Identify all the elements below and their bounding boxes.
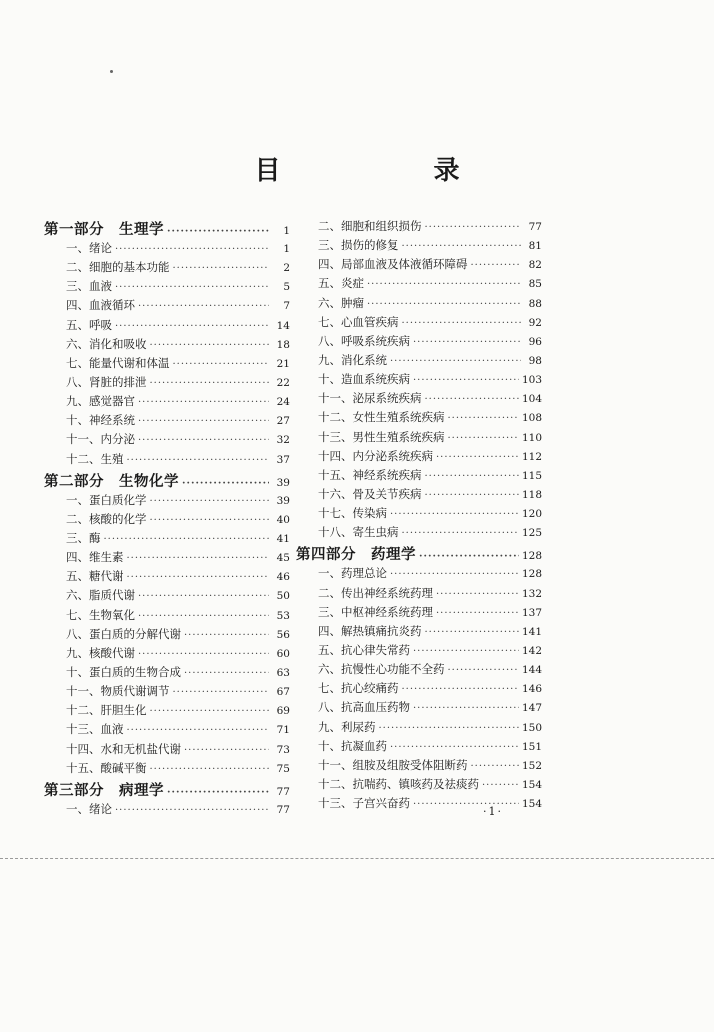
toc-entry [44, 549, 290, 568]
toc-left-column [44, 218, 290, 820]
toc-leader-dots [402, 684, 519, 695]
toc-entry [44, 607, 290, 626]
toc-entry-title: 六、抗慢性心功能不全药 [318, 662, 445, 677]
toc-leader-dots [436, 608, 519, 619]
toc-leader-dots [425, 627, 519, 638]
toc-leader-dots [367, 299, 521, 310]
toc-page-number: 37 [276, 453, 290, 466]
toc-leader-dots [150, 496, 270, 507]
toc-entry-title: 六、肿瘤 [318, 295, 364, 310]
toc-entry-title: 十一、组胺及组胺受体阻断药 [318, 757, 468, 772]
toc-entry [296, 585, 542, 604]
toc-page-number: 125 [521, 527, 542, 540]
toc-leader-dots [425, 490, 519, 501]
toc-leader-dots [436, 452, 519, 463]
toc-page-number: 32 [276, 434, 290, 447]
toc-entry-title: 三、血液 [66, 279, 112, 294]
toc-page-number: 115 [521, 469, 542, 482]
toc-entry [296, 795, 542, 814]
toc-leader-dots [138, 435, 269, 446]
toc-leader-dots [150, 340, 270, 351]
toc-entry [44, 760, 290, 779]
toc-entry-title: 十、蛋白质的生物合成 [66, 664, 181, 679]
toc-entry-title: 十、神经系统 [66, 413, 135, 428]
toc-entry-title: 十三、男性生殖系统疾病 [318, 429, 445, 444]
toc-entry [44, 374, 290, 393]
toc-entry [44, 568, 290, 587]
toc-page-number: 98 [528, 354, 542, 367]
toc-entry [296, 333, 542, 352]
toc-leader-dots [150, 764, 270, 775]
toc-page-number: 1 [283, 225, 290, 237]
toc-page-number: 128 [521, 550, 542, 563]
toc-entry [44, 645, 290, 664]
toc-entry-title: 十二、生殖 [66, 451, 124, 466]
toc-entry-title: 九、核酸代谢 [66, 645, 135, 660]
toc-leader-dots [150, 515, 270, 526]
toc-leader-dots [184, 668, 269, 679]
toc-leader-dots [436, 589, 519, 600]
toc-page-number: 128 [521, 568, 542, 581]
toc-leader-dots [390, 742, 519, 753]
toc-page-number: 92 [528, 316, 542, 329]
toc-section-heading [44, 218, 290, 240]
toc-entry-title: 九、消化系统 [318, 352, 387, 367]
toc-entry [44, 259, 290, 278]
toc-entry [44, 393, 290, 412]
toc-page-number: 1 [283, 243, 290, 255]
toc-entry-title: 九、感觉器官 [66, 394, 135, 409]
toc-leader-dots [173, 263, 270, 274]
toc-entry [296, 757, 542, 776]
toc-entry-title: 二、传出神经系统药理 [318, 585, 433, 600]
toc-entry [296, 623, 542, 642]
toc-page-number: 7 [283, 300, 290, 313]
toc-entry-title: 第二部分 生物化学 [44, 472, 179, 490]
toc-entry [296, 467, 542, 486]
toc-leader-dots [482, 780, 519, 791]
toc-leader-dots [138, 397, 269, 408]
toc-entry-title: 五、抗心律失常药 [318, 642, 410, 657]
toc-entry [296, 218, 542, 237]
toc-entry [296, 275, 542, 294]
toc-entry-title: 十三、血液 [66, 722, 124, 737]
toc-page-number: 21 [276, 357, 290, 370]
toc-leader-dots [402, 528, 519, 539]
toc-entry-title: 十二、肝胆生化 [66, 703, 147, 718]
toc-page-number: 152 [521, 759, 542, 772]
toc-entry [296, 738, 542, 757]
toc-page-number: 39 [276, 494, 290, 507]
toc-entry-title: 二、核酸的化学 [66, 511, 147, 526]
toc-right-column [296, 218, 542, 814]
toc-entry [44, 511, 290, 530]
toc-entry-title: 八、蛋白质的分解代谢 [66, 626, 181, 641]
toc-leader-dots [127, 725, 270, 736]
toc-page-number: 56 [276, 628, 290, 641]
toc-entry [296, 390, 542, 409]
toc-entry [44, 702, 290, 721]
toc-page-number: 27 [276, 415, 290, 428]
toc-entry [44, 492, 290, 511]
toc-section-heading [44, 470, 290, 492]
toc-page-number: 46 [276, 571, 290, 584]
toc-entry-title: 六、消化和吸收 [66, 336, 147, 351]
toc-leader-dots [390, 509, 519, 520]
toc-entry-title: 四、维生素 [66, 550, 124, 565]
toc-page-number: 154 [521, 798, 542, 811]
toc-entry [44, 741, 290, 760]
toc-leader-dots [150, 706, 270, 717]
toc-leader-dots [115, 321, 269, 332]
toc-entry [296, 719, 542, 738]
toc-entry [296, 237, 542, 256]
toc-page-number: 103 [521, 374, 542, 387]
toc-entry [44, 626, 290, 645]
toc-entry-title: 十三、子宫兴奋药 [318, 796, 410, 811]
toc-entry [44, 240, 290, 259]
toc-leader-dots [413, 703, 519, 714]
toc-entry [296, 295, 542, 314]
toc-entry [296, 661, 542, 680]
toc-page-number: 137 [521, 606, 542, 619]
toc-leader-dots [390, 569, 519, 580]
toc-leader-dots [173, 359, 270, 370]
toc-entry [44, 683, 290, 702]
toc-entry-title: 四、解热镇痛抗炎药 [318, 623, 422, 638]
toc-leader-dots [138, 649, 269, 660]
toc-page-number: 22 [276, 376, 290, 389]
toc-entry-title: 第一部分 生理学 [44, 221, 164, 238]
toc-leader-dots [390, 356, 521, 367]
toc-page-number: 53 [276, 609, 290, 622]
toc-leader-dots [367, 279, 521, 290]
toc-leader-dots [167, 787, 269, 798]
toc-entry [44, 664, 290, 683]
toc-entry-title: 七、抗心绞痛药 [318, 681, 399, 696]
toc-leader-dots [448, 665, 519, 676]
toc-entry-title: 四、血液循环 [66, 298, 135, 313]
toc-page-number: 144 [521, 664, 542, 677]
toc-entry [296, 524, 542, 543]
toc-leader-dots [425, 222, 522, 233]
toc-entry-title: 十五、神经系统疾病 [318, 467, 422, 482]
toc-page-number: 50 [276, 590, 290, 603]
toc-entry-title: 十、抗凝血药 [318, 738, 387, 753]
toc-entry [296, 642, 542, 661]
toc-page-number: 88 [528, 297, 542, 310]
scan-edge-line [0, 858, 714, 859]
toc-leader-dots [419, 551, 519, 562]
toc-page-number: 24 [276, 396, 290, 409]
toc-entry-title: 十一、物质代谢调节 [66, 684, 170, 699]
scan-speck [110, 70, 113, 73]
toc-entry-title: 第三部分 病理学 [44, 781, 164, 799]
toc-page-number: 118 [521, 488, 542, 501]
toc-entry-title: 三、酶 [66, 530, 101, 545]
toc-page-number: 104 [521, 393, 542, 406]
toc-entry-title: 一、药理总论 [318, 566, 387, 581]
toc-entry [296, 352, 542, 371]
toc-page-number: 39 [276, 476, 290, 489]
toc-entry-title: 八、肾脏的排泄 [66, 374, 147, 389]
toc-entry-title: 十、造血系统疾病 [318, 372, 410, 387]
toc-page-number: 110 [521, 431, 542, 444]
toc-entry-title: 八、抗高血压药物 [318, 700, 410, 715]
toc-entry [44, 355, 290, 374]
toc-page-number: 73 [276, 743, 290, 756]
toc-leader-dots [425, 394, 519, 405]
toc-leader-dots [379, 723, 519, 734]
toc-leader-dots [413, 375, 519, 386]
toc-page-number: 67 [276, 686, 290, 699]
toc-entry-title: 七、能量代谢和体温 [66, 355, 170, 370]
toc-leader-dots [115, 282, 269, 293]
toc-entry-title: 二、细胞和组织损伤 [318, 219, 422, 233]
toc-page-number: 40 [276, 513, 290, 526]
toc-entry-title: 二、细胞的基本功能 [66, 260, 170, 275]
toc-entry [296, 699, 542, 718]
toc-entry-title: 十六、骨及关节疾病 [318, 486, 422, 501]
toc-entry [296, 604, 542, 623]
toc-page-number: 150 [521, 721, 542, 734]
toc-page-number: 63 [276, 666, 290, 679]
toc-page-number: 41 [276, 532, 290, 545]
toc-leader-dots [115, 805, 269, 816]
toc-entry-title: 十四、内分泌系统疾病 [318, 448, 433, 463]
toc-leader-dots [104, 534, 270, 545]
toc-leader-dots [471, 260, 522, 271]
toc-leader-dots [127, 455, 270, 466]
toc-entry [296, 256, 542, 275]
toc-page-number: 77 [528, 221, 542, 233]
toc-entry-title: 十八、寄生虫病 [318, 525, 399, 540]
toc-leader-dots [138, 416, 269, 427]
toc-section-heading [44, 779, 290, 801]
toc-leader-dots [138, 591, 269, 602]
toc-page-number: 2 [283, 262, 290, 275]
toc-page-number: 81 [528, 240, 542, 253]
toc-entry [296, 565, 542, 584]
toc-leader-dots [402, 241, 522, 252]
toc-leader-dots [448, 413, 519, 424]
toc-entry [296, 314, 542, 333]
toc-entry [296, 776, 542, 795]
toc-entry-title: 五、糖代谢 [66, 569, 124, 584]
toc-entry-title: 十四、水和无机盐代谢 [66, 741, 181, 756]
toc-leader-dots [138, 301, 269, 312]
toc-entry [296, 680, 542, 699]
toc-entry [296, 505, 542, 524]
toc-page-number: 69 [276, 705, 290, 718]
toc-entry [296, 371, 542, 390]
toc-entry [296, 409, 542, 428]
toc-page-number: 108 [521, 412, 542, 425]
toc-entry-title: 三、损伤的修复 [318, 238, 399, 253]
toc-page-number: 132 [521, 587, 542, 600]
toc-entry [44, 530, 290, 549]
toc-page-number: 146 [521, 683, 542, 696]
toc-entry-title: 十一、泌尿系统疾病 [318, 391, 422, 406]
toc-leader-dots [127, 553, 270, 564]
toc-entry-title: 六、脂质代谢 [66, 588, 135, 603]
toc-page-number: 96 [528, 335, 542, 348]
toc-leader-dots [413, 337, 521, 348]
toc-page-number: 18 [276, 338, 290, 351]
toc-leader-dots [173, 687, 270, 698]
toc-page-number: 120 [521, 508, 542, 521]
toc-page-number: 154 [521, 778, 542, 791]
toc-page-number: 147 [521, 702, 542, 715]
toc-page-number: 75 [276, 762, 290, 775]
toc-entry [44, 451, 290, 470]
toc-page-number: 141 [521, 625, 542, 638]
toc-entry-title: 五、炎症 [318, 276, 364, 291]
toc-page-number: 142 [521, 644, 542, 657]
toc-page-number: 77 [276, 803, 290, 816]
toc-page-number: 5 [283, 281, 290, 294]
toc-entry [44, 278, 290, 297]
toc-entry [44, 317, 290, 336]
toc-page-number: 82 [528, 259, 542, 272]
toc-leader-dots [402, 318, 522, 329]
toc-page-number: 71 [276, 724, 290, 737]
toc-entry-title: 十一、内分泌 [66, 432, 135, 447]
toc-entry [44, 587, 290, 606]
toc-entry-title: 七、生物氧化 [66, 607, 135, 622]
toc-entry [44, 431, 290, 450]
toc-entry [44, 412, 290, 431]
toc-leader-dots [413, 799, 519, 810]
toc-leader-dots [413, 646, 519, 657]
toc-entry-title: 十二、女性生殖系统疾病 [318, 410, 445, 425]
toc-entry-title: 一、绪论 [66, 241, 112, 255]
toc-leader-dots [471, 761, 519, 772]
page-number: ·1· [483, 805, 503, 818]
toc-entry-title: 九、利尿药 [318, 719, 376, 734]
toc-entry-title: 七、心血管疾病 [318, 314, 399, 329]
toc-entry [44, 721, 290, 740]
toc-page-number: 112 [521, 450, 542, 463]
toc-entry [44, 336, 290, 355]
toc-leader-dots [448, 433, 519, 444]
toc-leader-dots [167, 226, 269, 237]
toc-page-number: 14 [276, 319, 290, 332]
toc-entry [296, 448, 542, 467]
toc-page-number: 60 [276, 647, 290, 660]
toc-entry-title: 十二、抗喘药、镇咳药及祛痰药 [318, 776, 479, 791]
toc-entry-title: 一、蛋白质化学 [66, 492, 147, 507]
toc-entry-title: 第四部分 药理学 [296, 546, 416, 564]
toc-leader-dots [150, 378, 270, 389]
toc-entry [44, 801, 290, 820]
toc-page-number: 45 [276, 552, 290, 565]
toc-entry-title: 十七、传染病 [318, 506, 387, 521]
toc-entry [44, 297, 290, 316]
toc-entry-title: 五、呼吸 [66, 317, 112, 332]
toc-page-number: 77 [276, 785, 290, 798]
toc-entry [296, 429, 542, 448]
toc-entry-title: 一、绪论 [66, 801, 112, 816]
toc-leader-dots [184, 745, 269, 756]
toc-entry-title: 八、呼吸系统疾病 [318, 333, 410, 348]
toc-page-number: 151 [521, 740, 542, 753]
toc-entry-title: 三、中枢神经系统药理 [318, 604, 433, 619]
page-title: 目 录 [254, 156, 532, 186]
toc-leader-dots [138, 611, 269, 622]
toc-section-heading [296, 543, 542, 565]
toc-leader-dots [127, 572, 270, 583]
toc-entry-title: 四、局部血液及体液循环障碍 [318, 257, 468, 272]
toc-leader-dots [115, 244, 269, 255]
toc-entry [296, 486, 542, 505]
toc-page-number: 85 [528, 278, 542, 291]
toc-entry-title: 十五、酸碱平衡 [66, 760, 147, 775]
toc-leader-dots [184, 630, 269, 641]
toc-leader-dots [182, 478, 269, 489]
toc-leader-dots [425, 471, 519, 482]
